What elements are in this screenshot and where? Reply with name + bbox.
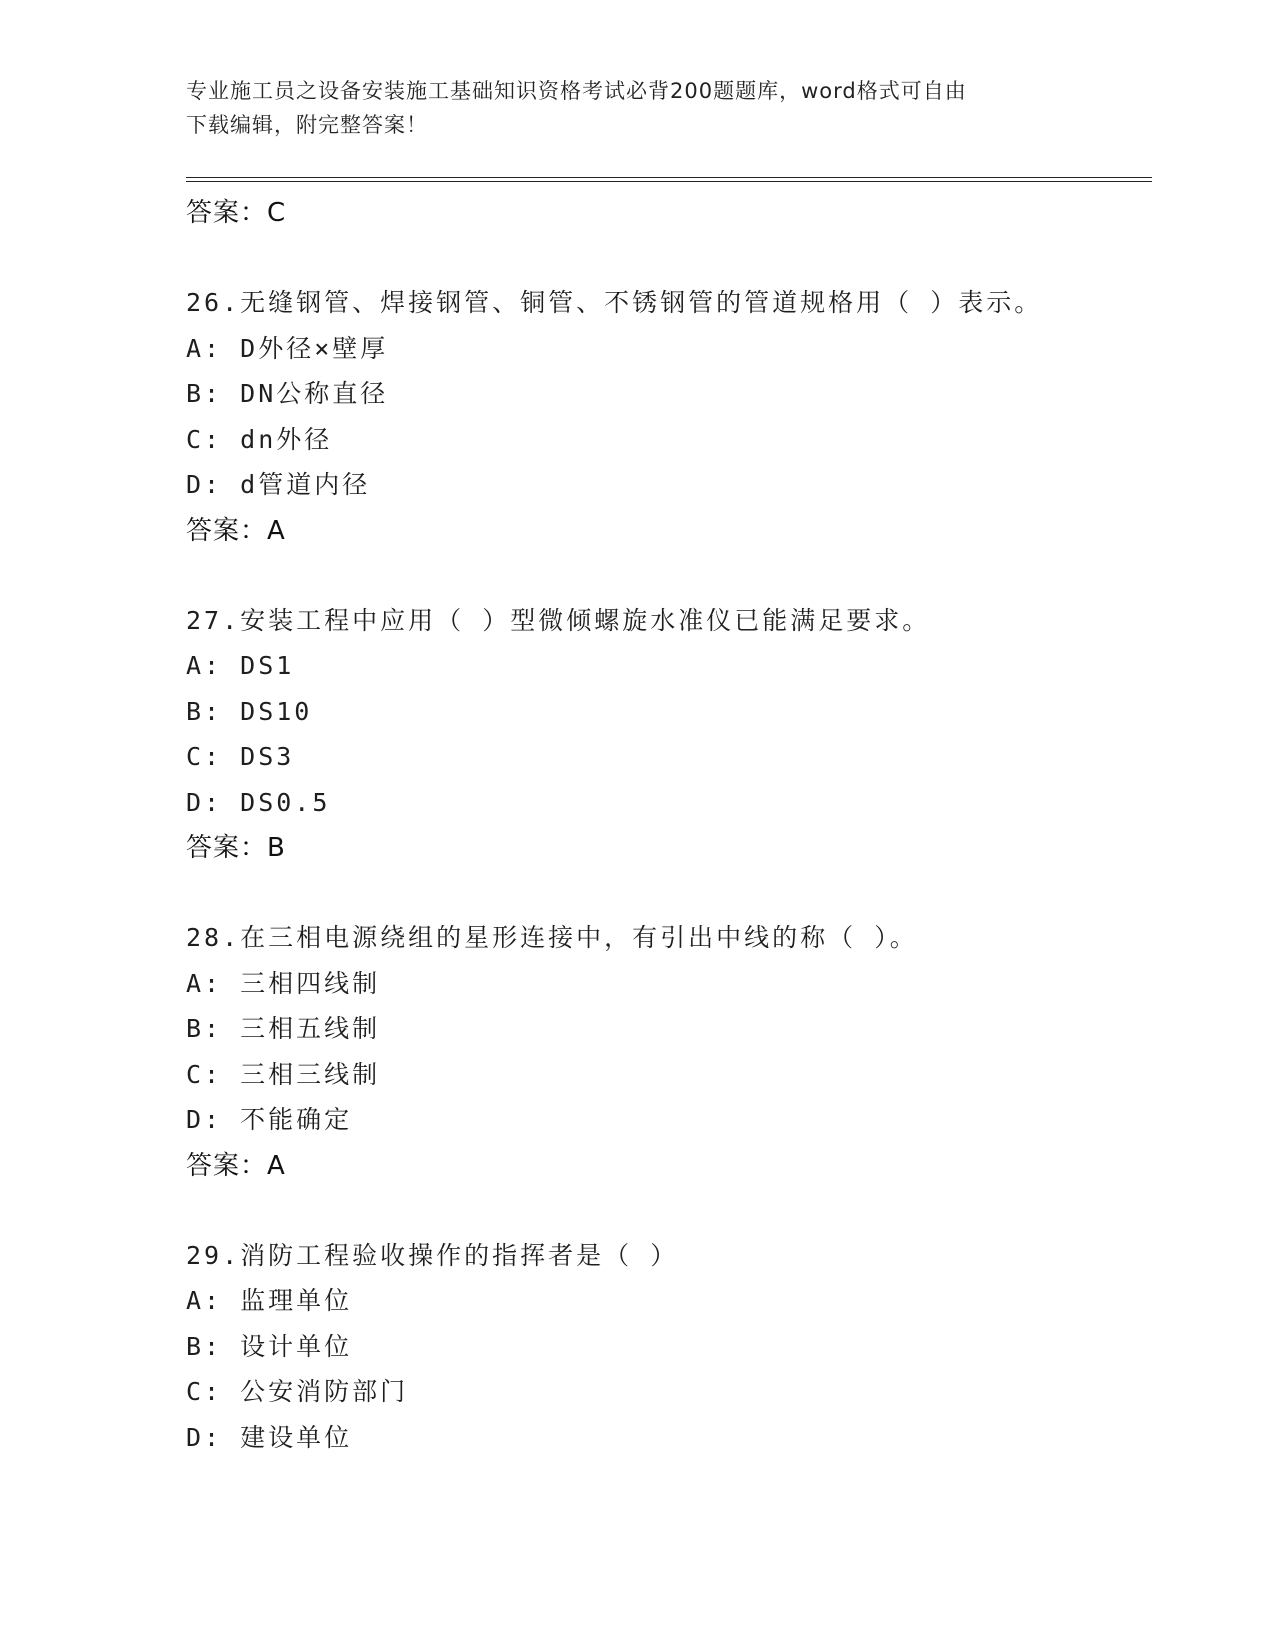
answer: 答案：B (186, 833, 286, 863)
option-c: C: 三相三线制 (186, 1059, 381, 1089)
option-a: A: 监理单位 (186, 1286, 353, 1315)
document-header (186, 74, 1076, 142)
option-b: B: 三相五线制 (186, 1014, 381, 1043)
option-c: C: DS3 (186, 742, 295, 771)
answer-25: 答案：C (186, 198, 287, 228)
option-d: D: 建设单位 (186, 1422, 353, 1452)
option-b: B: DS10 (186, 696, 313, 726)
option-c: C: 公安消防部门 (186, 1377, 409, 1406)
option-a: A: D外径×壁厚 (186, 333, 389, 363)
question-stem: 28.在三相电源绕组的星形连接中，有引出中线的称（ ）。 (186, 923, 918, 952)
header-divider-bottom (186, 181, 1152, 182)
question-29 (186, 1233, 1152, 1461)
option-d: D: 不能确定 (186, 1105, 353, 1134)
answer: 答案：A (186, 515, 286, 546)
question-stem: 27.安装工程中应用（ ）型微倾螺旋水准仪已能满足要求。 (186, 605, 931, 635)
header-divider-top (186, 177, 1152, 178)
question-27 (186, 598, 1152, 872)
option-d: D: d管道内径 (186, 470, 371, 499)
option-b: B: DN公称直径 (186, 379, 389, 408)
option-c: C: dn外径 (186, 424, 333, 454)
option-a: A: 三相四线制 (186, 968, 381, 998)
question-26 (186, 280, 1152, 554)
question-28 (186, 915, 1152, 1189)
question-stem: 29.消防工程验收操作的指挥者是（ ） (186, 1240, 679, 1270)
header-title-line-1: 专业施工员之设备安装施工基础知识资格考试必背200题题库，word格式可自由 (186, 79, 967, 103)
question-list (186, 190, 1152, 1460)
option-b: B: 设计单位 (186, 1331, 353, 1361)
question-stem: 26.无缝钢管、焊接钢管、铜管、不锈钢管的管道规格用（ ）表示。 (186, 288, 1043, 317)
answer: 答案：A (186, 1150, 286, 1181)
header-title-line-2: 下载编辑，附完整答案！ (186, 113, 428, 137)
option-d: D: DS0.5 (186, 787, 331, 817)
option-a: A: DS1 (186, 651, 295, 680)
